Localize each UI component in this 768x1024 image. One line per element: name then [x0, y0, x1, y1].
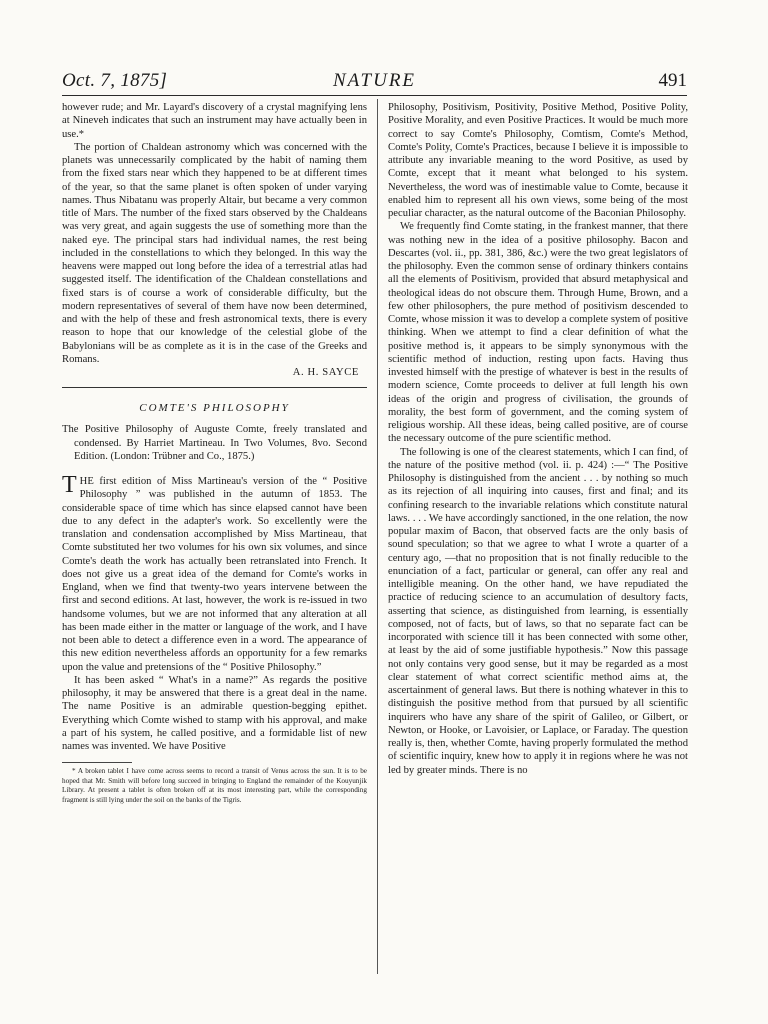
paragraph-chaldean-astronomy: The portion of Chaldean astronomy which was concerned with the planets was unnecessarily complicated by the habit of naming them from the fixed stars near which they happened to be at different times of the year, so that the same planet is often spoken of under varying names. Thus Nibatanu was properly Altair, but became a very common title of Mars. The number of the fixed stars observed by the Chaldeans was very great, and again suggests the use of something more than the naked eye. The principal stars had individual names, the rest being included in the constellations to which they belonged. In this way the heavens were mapped out long before the idea of a terrestrial atlas had suggested itself. The identification of the Chaldean constellations and fixed stars is of course a work of considerable difficulty, but the modern representatives of several of them have now been determined, and with the help of these and fresh astronomical texts, there is every reason to hope that our knowledge of the celestial globe of the Babylonians will be as complete as it is in the case of the Greeks and Romans.	[62, 141, 367, 365]
paragraph-continued-right: Philosophy, Positivism, Positivity, Positive Method, Positive Polity, Positive Morality, and even Positive Practices. It would be much more correct to say Comte's Philosophy, Comtism, Comte's Method, Comte's Polity, Comte's Practices, because I believe it is impossible to attribute any invariable meaning to the word Positive, as used by Comte, except that it meant what belonged to his system. Nevertheless, the word was of inestimable value to Comte, because it enabled him to represent all his own views, some being of the most peculiar character, as the natural outcome of the Baconian Philosophy.	[388, 102, 688, 219]
paragraph-clearest-statement: The following is one of the clearest statements, which I can find, of the nature of the positive method (vol. ii. p. 424) :—“ The Positive Philosophy is distinguished from the ancient . . . by nothing so much as its rejection of all inquiring into causes, first and final; and its confining research to the invariable relations which constitute natural laws. . . . We have accordingly sanctioned, in the one relation, the now popular maxim of Bacon, that observed facts are the only basis of sound speculation; so that we agree to what I wrote a quarter of a century ago, —that no proposition that is not finally reducible to the enunciation of a fact, particular or general, can offer any real and intelligible meaning. On the other hand, we have repudiated the practice of reducing science to an accumulation of desultory facts, asserting that science, as distinguished from learning, is essentially composed, not of facts, but of laws, so that no separate fact can be incorporated with science till it has been connected with some other, at least by the aid of some justifiable hypothesis.” Now this passage not only contains very good sense, but it may be regarded as a most clear statement of what correct scientific method aims at, the ascertainment of general laws. But there is nothing whatever in this to distinguish the positive method from that pursued by all scientific inquirers who have any share of the spirit of Galileo, or Gilbert, or Newton, or Hooke, or Lavoisier, or Laplace, or Faraday. The question really is, then, whether Comte, having properly formulated the method of scientific inquiry, knew how to apply it in regions where he was not led by greater minds. There is no	[388, 446, 688, 776]
header-rule	[62, 95, 687, 96]
issue-date: Oct. 7, 1875]	[62, 70, 168, 91]
book-citation: The Positive Philosophy of Auguste Comte, freely translated and condensed. By Harriet Martineau. In Two Volumes, 8vo. Second Edition. (London: Trübner and Co., 1875.)	[62, 424, 367, 462]
paragraph-first-edition: THE first edition of Miss Martineau's version of the “ Positive Philosophy ” was published in the autumn of 1853. The considerable space of time which has since elapsed cannot have been due to any defect in the adapter's work. So excellently were the translation and condensation accomplished by Miss Martineau, that Comte substituted her two volumes for his own six volumes, and since Comte's death the work has actually been retranslated into French. It does not give us a great idea of the demand for Comte's works in England, when we find that twenty-two years intervene between the first and second editions. At last, however, the work is re-issued in two handsome volumes, but we are not informed that any alteration at all has been made either in the matter or language of the work, and I have not been able to detect a difference even in a word. The appearance of this new edition nevertheless affords an opportunity for a few remarks upon the value and pretensions of the “ Positive Philosophy.”	[62, 472, 367, 673]
author-signature: A. H. SAYCE	[292, 367, 359, 378]
left-column	[62, 101, 367, 805]
footnote: * A broken tablet I have come across seems to record a transit of Venus across the sun. It is to be hoped that Mr. Smith will before long succeed in bringing to England the remainder of the Kouyunjik Library. At present a tablet is often broken off at its most interesting part, while the corresponding fragment is still lying under the soil on the banks of the Tigris.	[62, 767, 367, 804]
paragraph-continued: however rude; and Mr. Layard's discovery of a crystal magnifying lens at Nineveh indicates that such an instrument may have actually been in use.*	[62, 102, 367, 140]
paragraph-whats-in-a-name: It has been asked “ What's in a name?” As regards the positive philosophy, it may be answered that there is a great deal in the name. The name Positive is an admirable question-begging epithet. Everything which Comte wished to stamp with his approval, and make a part of his system, he called positive, and a formidable list of new names was invented. We have Positive	[62, 674, 367, 752]
journal-title: NATURE	[332, 70, 417, 91]
footnote-rule	[62, 762, 132, 763]
running-head	[62, 70, 687, 96]
column-divider	[377, 99, 378, 974]
page-number: 491	[658, 70, 687, 91]
right-column	[388, 101, 688, 777]
section-divider	[62, 387, 367, 388]
book-reference	[62, 423, 367, 463]
paragraph-frankest-manner: We frequently find Comte stating, in the frankest manner, that there was nothing new in the idea of a positive philosophy. Bacon and Descartes (vol. ii., pp. 381, 386, &c.) were the two great legislators of the philosophy. Even the common sense of ordinary thinkers contains all the elements of Positivism, provided that absurd metaphysical and theological ideas do not obscure them. Through Hume, Brown, and a few other philosophers, the pure method of positivism descended to Comte, whose mission it was to develop a complete system of positive thinking. When we attempt to find a clear definition of what the positive method is, it appears to be simply synonymous with the scientific method of induction, resting upon facts. Having thus invested himself with the prestige of whatever is best in the results of modern science, Comte proceeds to deliver at full length his own ideas of the origin and progress of civilisation, the grounds of morality, the best form of government, and the coming system of religious worship. All these ideas, being called positive, are of course the necessary outcome of the pure scientific method.	[388, 221, 688, 445]
article-title: COMTE'S PHILOSOPHY	[139, 402, 290, 415]
